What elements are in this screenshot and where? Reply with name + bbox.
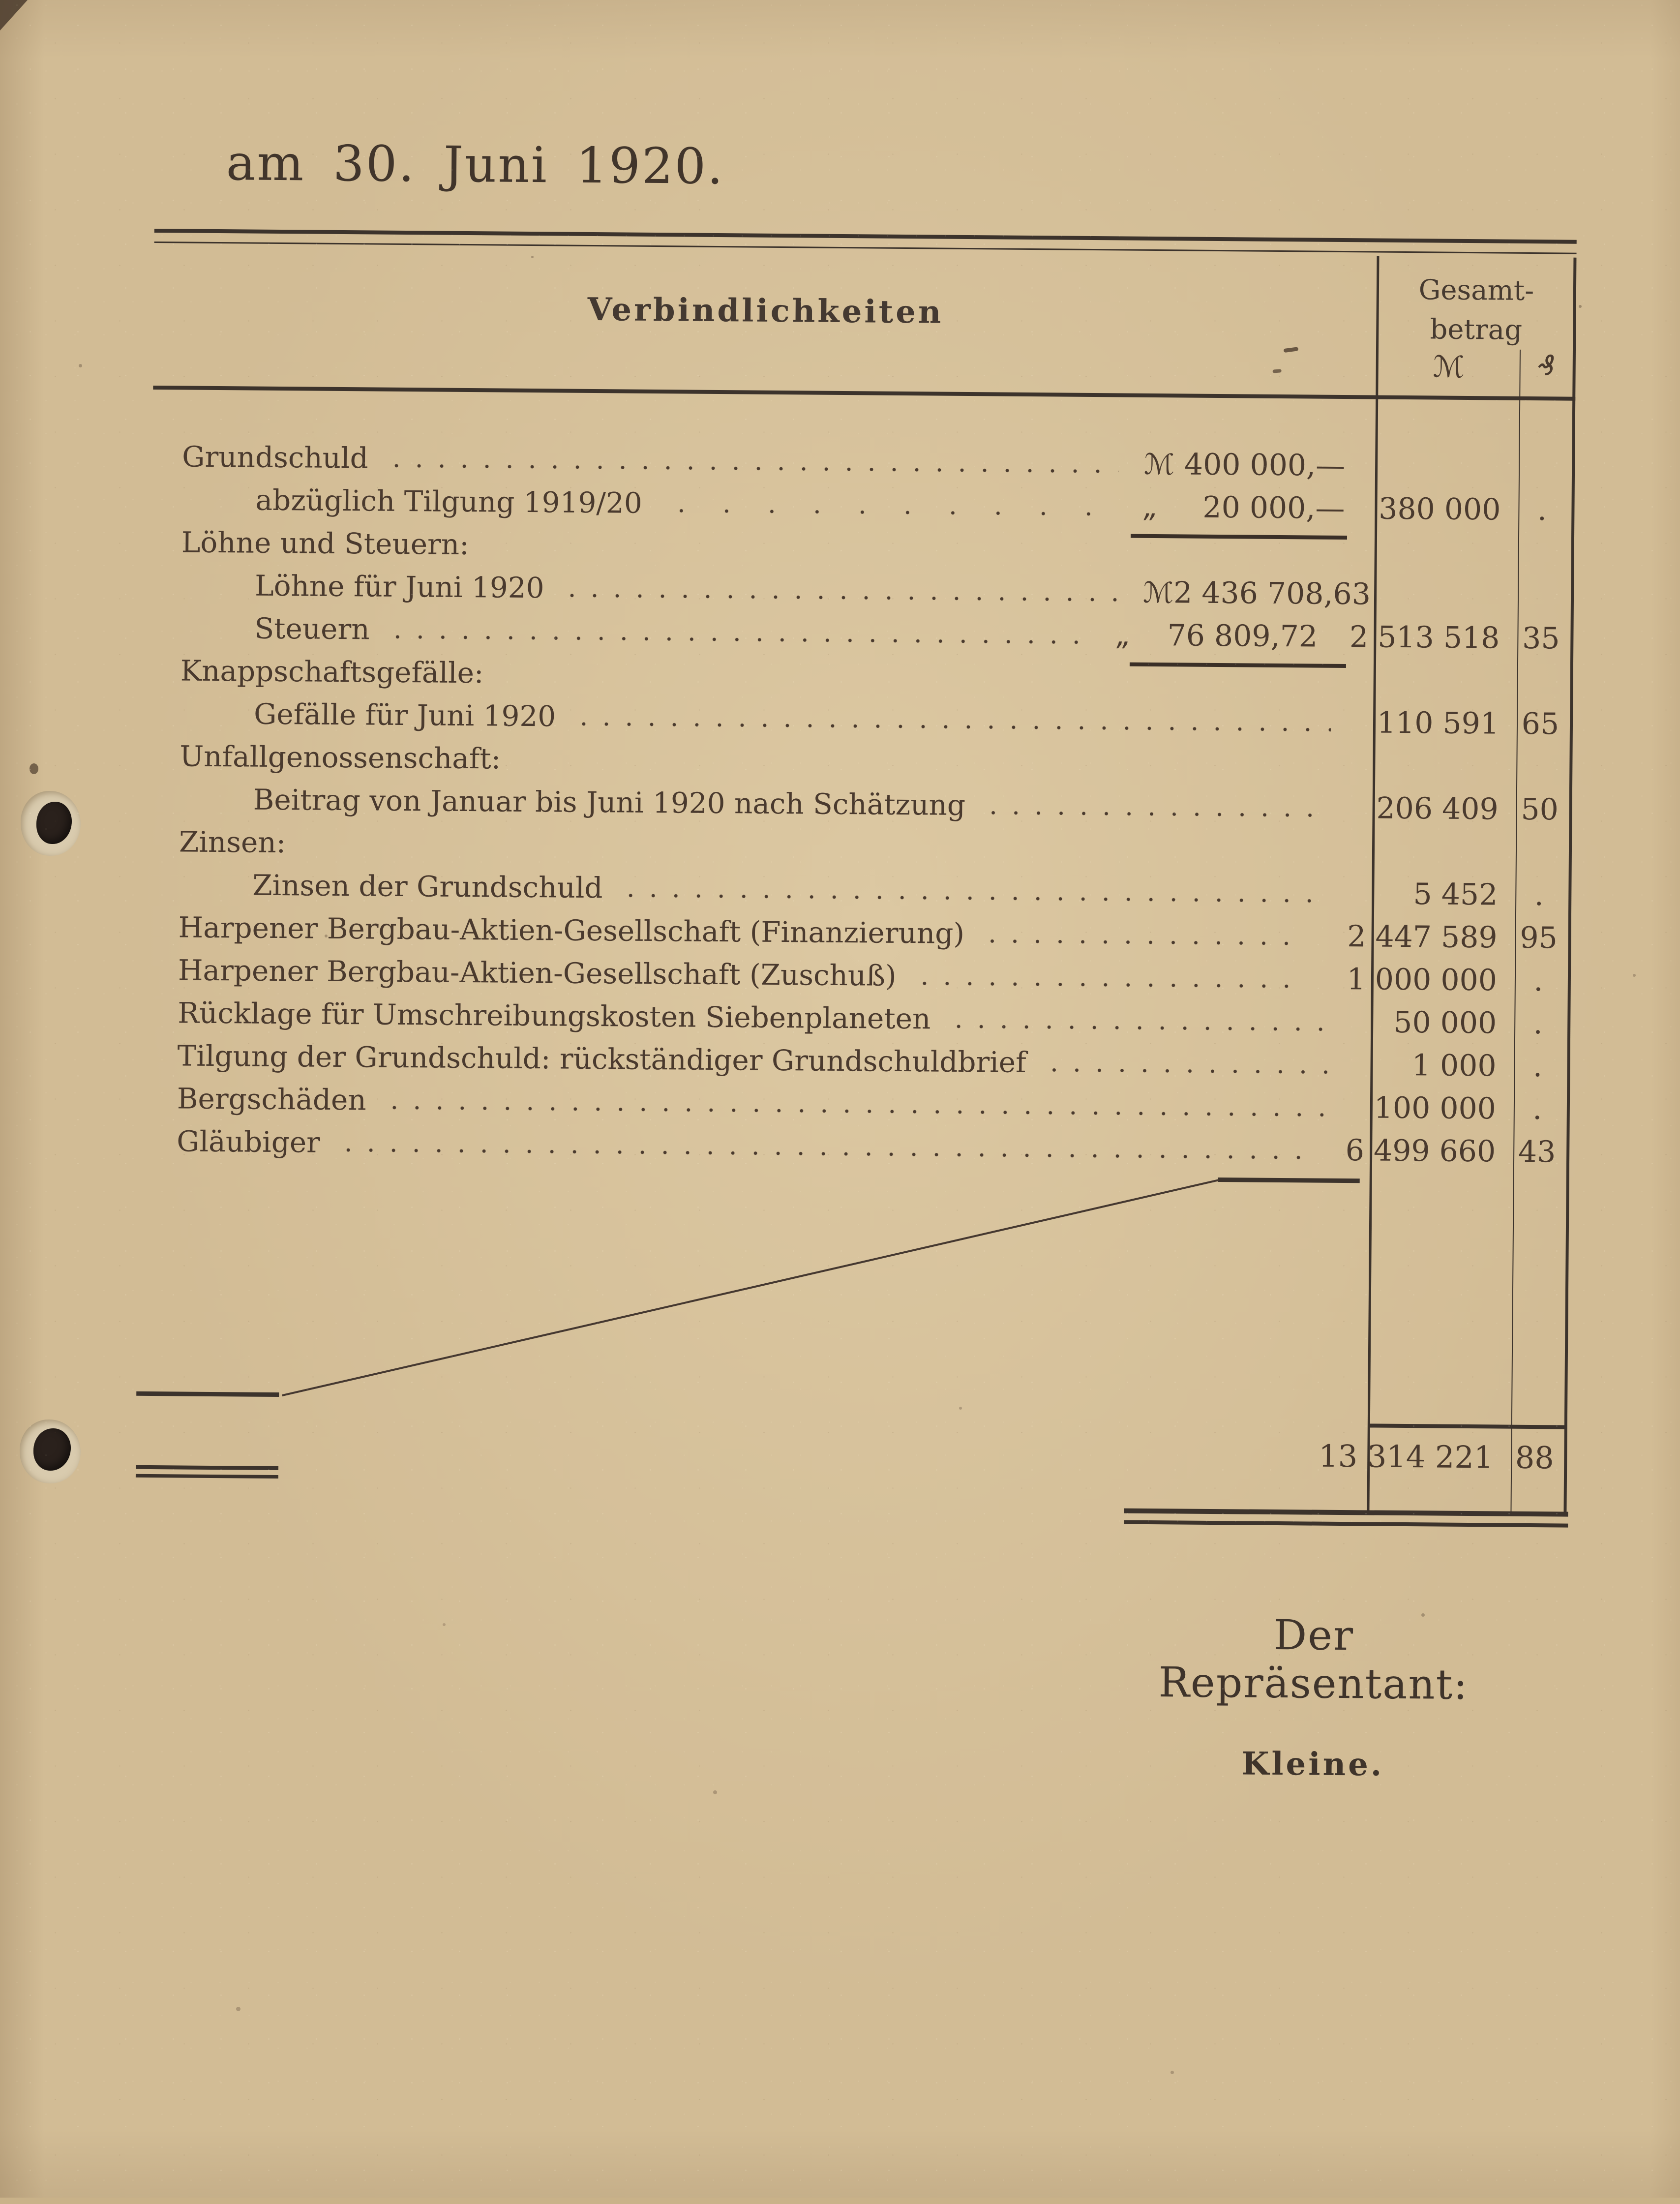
paper-speck bbox=[1633, 974, 1636, 977]
total-pfennig-cell: . bbox=[1532, 1092, 1542, 1127]
total-pfennig-cell bbox=[1520, 446, 1574, 489]
column-gap bbox=[1341, 1001, 1373, 1044]
total-mark-cell bbox=[1377, 445, 1520, 489]
total-amount-header-line1: Gesamt- bbox=[1418, 274, 1534, 307]
signature-role: Der Repräsentant: bbox=[1158, 1610, 1469, 1709]
column-gap bbox=[1342, 873, 1374, 916]
column-gap bbox=[1344, 573, 1377, 616]
total-pfennig-cell: 35 bbox=[1522, 621, 1560, 656]
column-gap bbox=[1340, 1044, 1373, 1087]
paper-speck bbox=[30, 763, 38, 774]
inner-amount-group bbox=[1131, 443, 1346, 487]
left-column-sum-rule bbox=[136, 1391, 279, 1397]
total-mark-cell: 380 000 bbox=[1379, 491, 1501, 527]
bottom-closing-rule-thin bbox=[1124, 1520, 1568, 1528]
paper-speck bbox=[325, 935, 328, 937]
total-mark-cell: 6 499 660 bbox=[1345, 1133, 1496, 1169]
paper-speck bbox=[713, 1790, 717, 1794]
nose-top-bar bbox=[1218, 1177, 1360, 1183]
currency-symbol: „ bbox=[1143, 490, 1159, 524]
row-label: Zinsen der Grundschuld bbox=[252, 868, 603, 905]
row-label: Gläubiger bbox=[177, 1124, 321, 1159]
row-label: Zinsen: bbox=[179, 825, 286, 860]
total-pfennig-cell bbox=[1519, 574, 1573, 618]
column-gap bbox=[1343, 701, 1376, 745]
stray-ink-dash bbox=[1284, 347, 1299, 353]
column-gap bbox=[1340, 1087, 1373, 1130]
inner-amount: 20 000,— bbox=[1202, 490, 1345, 526]
total-mark-cell: 50 000 bbox=[1393, 1005, 1497, 1041]
row-label: Harpener Bergbau-Aktien-Gesellschaft (Finanzierung) bbox=[178, 910, 965, 950]
page-title: am 30. Juni 1920. bbox=[226, 134, 725, 196]
bottom-closing-rule-thick bbox=[1124, 1509, 1568, 1517]
liabilities-header: Verbindlichkeiten bbox=[587, 291, 944, 331]
column-gap bbox=[1313, 1129, 1346, 1173]
row-label: Harpener Bergbau-Aktien-Gesellschaft (Zuschuß) bbox=[178, 953, 897, 993]
total-pfennig-cell: 65 bbox=[1521, 706, 1560, 742]
currency-symbol: ℳ bbox=[1143, 447, 1175, 482]
paper-speck bbox=[1170, 2071, 1174, 2074]
total-top-rule bbox=[1370, 1423, 1566, 1429]
dotted-leader bbox=[913, 980, 1302, 989]
paper-speck bbox=[1579, 305, 1582, 308]
dotted-leader bbox=[982, 810, 1330, 818]
total-mark-cell bbox=[1376, 574, 1519, 617]
total-mark-cell: 110 591 bbox=[1377, 705, 1500, 741]
column-gap bbox=[1342, 787, 1375, 830]
total-pfennig-cell: . bbox=[1533, 1006, 1543, 1041]
total-mark-cell: 2 513 518 bbox=[1349, 620, 1500, 656]
total-pfennig-cell: 43 bbox=[1518, 1134, 1556, 1170]
dotted-leader bbox=[1043, 1067, 1328, 1075]
inner-amount: 400 000,— bbox=[1184, 447, 1346, 483]
row-label: Rücklage für Umschreibungskosten Siebenplaneten bbox=[178, 996, 931, 1036]
total-row-spacer bbox=[145, 1423, 1319, 1479]
dotted-leader bbox=[386, 634, 1091, 645]
signature-block bbox=[1140, 1610, 1486, 1784]
row-label: Unfallgenossenschaft: bbox=[180, 739, 501, 776]
dotted-leader bbox=[947, 1024, 1328, 1032]
dotted-leader bbox=[659, 508, 1119, 517]
total-pfennig-cell: . bbox=[1537, 493, 1547, 528]
dotted-leader bbox=[981, 938, 1303, 946]
total-pfennig-cell: 95 bbox=[1520, 920, 1558, 956]
row-label: Knappschaftsgefälle: bbox=[180, 654, 484, 690]
total-mark-cell: 206 409 bbox=[1376, 791, 1499, 827]
total-mark-cell: 5 452 bbox=[1413, 877, 1498, 912]
total-pfennig-cell: 50 bbox=[1521, 792, 1559, 827]
dotted-leader bbox=[572, 721, 1331, 733]
grand-total-pfennig: 88 bbox=[1515, 1439, 1555, 1476]
accountant-nose-line bbox=[282, 1179, 1219, 1396]
row-label: Löhne und Steuern: bbox=[181, 525, 469, 562]
total-amount-header-line2: betrag bbox=[1430, 313, 1523, 346]
column-gap bbox=[1315, 958, 1347, 1001]
row-label: Gefälle für Juni 1920 bbox=[253, 697, 556, 733]
header-bottom-rule bbox=[153, 386, 1575, 401]
inner-amount: 76 809,72 bbox=[1167, 618, 1318, 654]
table-top-rule-thin bbox=[154, 242, 1577, 254]
total-pfennig-cell: . bbox=[1533, 964, 1543, 998]
dotted-leader bbox=[385, 463, 1119, 475]
paper-speck bbox=[1421, 1613, 1425, 1617]
dotted-leader bbox=[337, 1147, 1301, 1160]
row-label: Grundschuld bbox=[181, 440, 368, 475]
total-mark-cell: 100 000 bbox=[1374, 1090, 1497, 1126]
column-gap bbox=[1345, 487, 1377, 531]
inner-amount-group bbox=[1131, 486, 1345, 530]
currency-symbol: „ bbox=[1116, 618, 1132, 652]
dotted-leader bbox=[383, 1105, 1328, 1118]
left-closing-rule-2 bbox=[136, 1474, 278, 1479]
column-gap bbox=[1345, 445, 1378, 488]
grand-total-mark: 13 314 221 bbox=[1319, 1438, 1494, 1476]
total-pfennig-cell: . bbox=[1534, 878, 1544, 913]
scan-corner-shadow bbox=[0, 0, 28, 30]
dotted-leader bbox=[561, 593, 1118, 603]
stray-ink-dash bbox=[1272, 369, 1281, 373]
column-gap bbox=[1315, 915, 1348, 959]
grand-total-row bbox=[145, 1423, 1566, 1481]
total-pfennig-cell: . bbox=[1532, 1049, 1543, 1084]
pfennig-symbol-header: ₰ bbox=[1537, 350, 1556, 382]
dotted-leader bbox=[619, 892, 1329, 904]
total-mark-cell: 1 000 bbox=[1411, 1048, 1497, 1084]
signature-name: Kleine. bbox=[1241, 1745, 1384, 1783]
row-label: Steuern bbox=[254, 611, 370, 646]
punch-hole-top bbox=[21, 791, 81, 856]
punch-hole-bottom bbox=[20, 1419, 81, 1483]
paper-speck bbox=[236, 2007, 240, 2011]
paper-speck bbox=[79, 364, 82, 367]
total-mark-cell: 2 447 589 bbox=[1347, 919, 1498, 955]
row-label: Beitrag von Januar bis Juni 1920 nach Schätzung bbox=[253, 783, 966, 822]
row-label: Bergschäden bbox=[177, 1082, 367, 1117]
column-gap bbox=[1318, 616, 1350, 659]
inner-amount-group bbox=[1130, 572, 1371, 616]
row-label: Löhne für Juni 1920 bbox=[254, 569, 544, 605]
inner-amount: 2 436 708,63 bbox=[1173, 575, 1371, 612]
inner-amount-group bbox=[1104, 614, 1318, 658]
row-label: Tilgung der Grundschuld: rückständiger Grundschuldbrief bbox=[177, 1039, 1026, 1079]
mark-symbol-header: ℳ bbox=[1433, 350, 1465, 385]
currency-symbol: ℳ bbox=[1142, 575, 1174, 610]
paper-speck bbox=[531, 256, 534, 258]
paper-speck bbox=[443, 1623, 446, 1626]
table-top-rule-thick bbox=[154, 229, 1577, 244]
row-label: abzüglich Tilgung 1919/20 bbox=[255, 483, 643, 520]
paper-speck bbox=[959, 1407, 962, 1410]
total-mark-cell: 1 000 000 bbox=[1347, 962, 1498, 998]
